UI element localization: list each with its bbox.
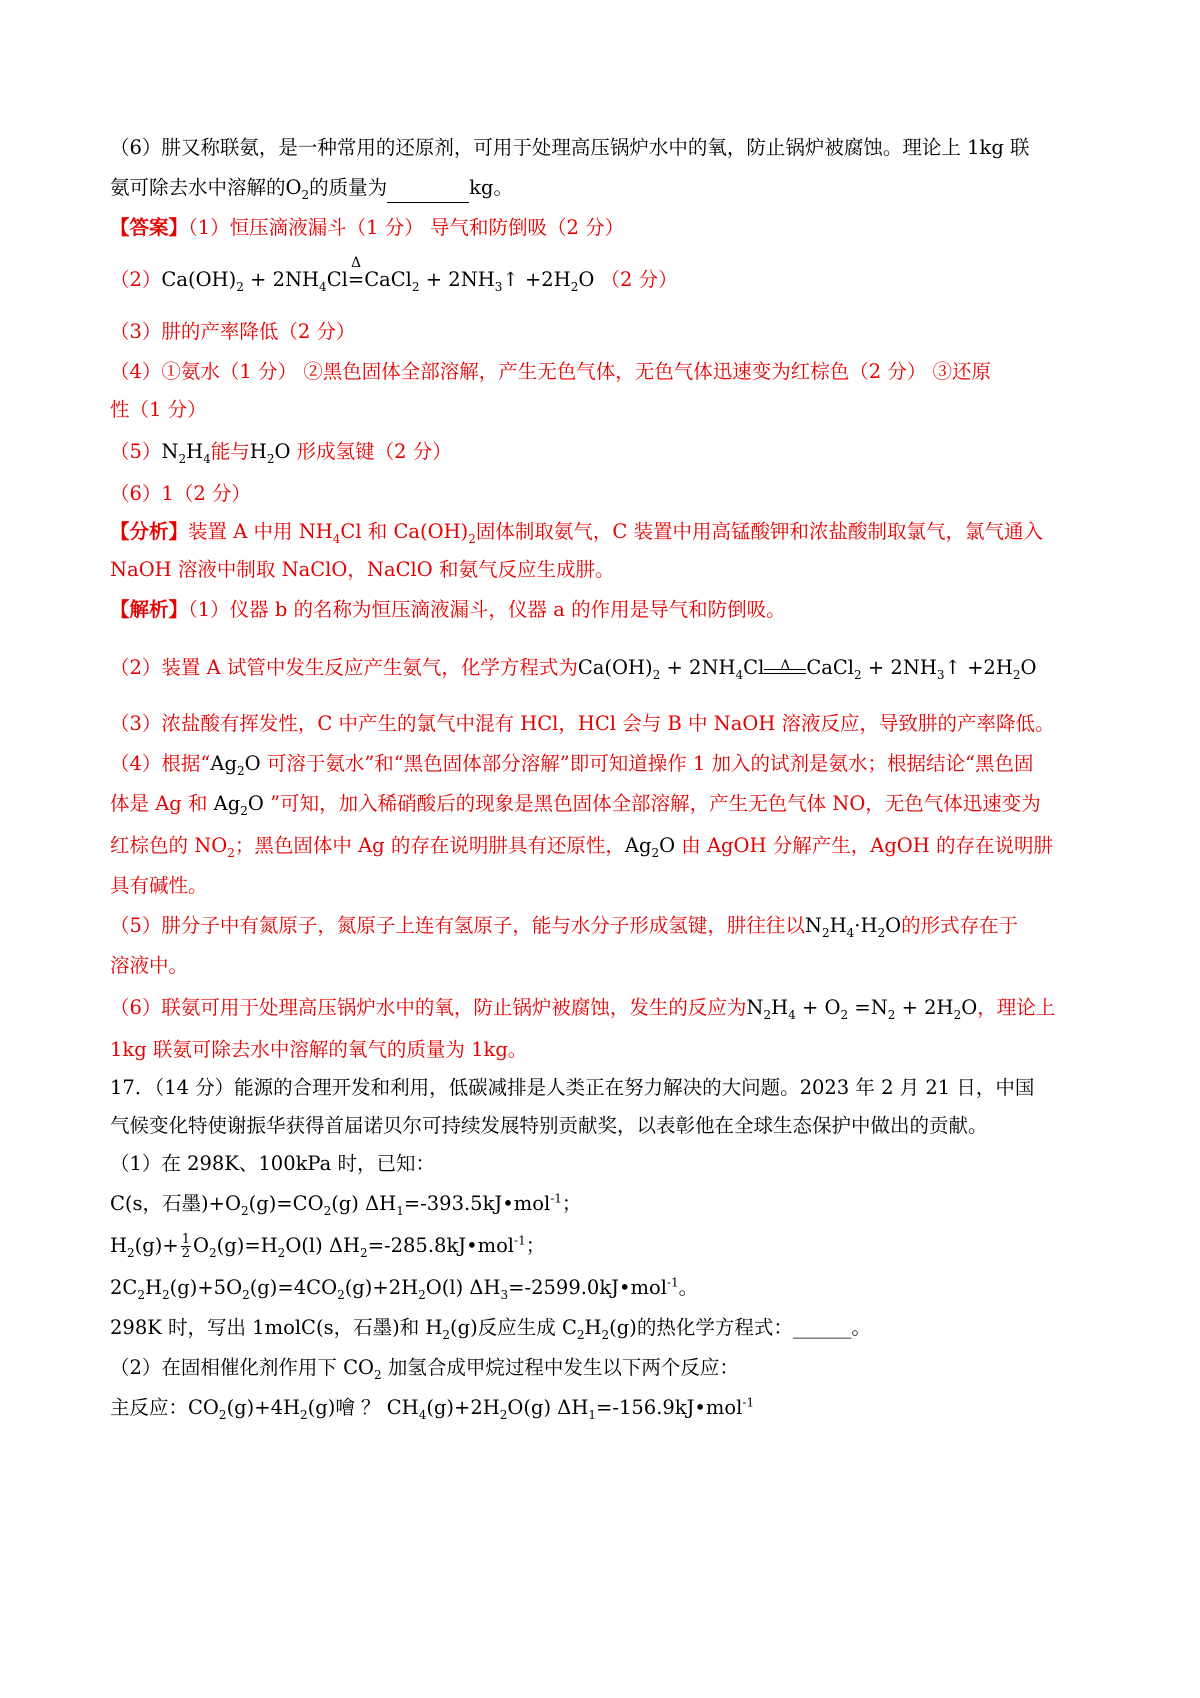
q16-part6-line2: 氨可除去水中溶解的$O_2$的质量为 kg。: [110, 176, 513, 202]
q17-part1-intro: （1）在 298K、100kPa 时，已知：: [110, 1152, 435, 1175]
explanation-6-line1: （6）联氨可用于处理高压锅炉水中的氧，防止锅炉被腐蚀，发生的反应为$N_2H_4 + O_2 =N_2 + 2H_2O$，理论上: [110, 996, 1056, 1022]
answer-3: （3）肼的产率降低（2 分）: [110, 320, 356, 343]
answer-4-line1: （4）①氨水（1 分） ②黑色固体全部溶解，产生无色气体，无色气体迅速变为红棕色（2 分） ③还原: [110, 360, 992, 383]
explanation-5-line2: 溶液中。: [110, 954, 189, 977]
explanation-4-line1: （4）根据“$Ag_2O$ 可溶于氨水”和“黑色固体部分溶解”即可知道操作 1 加入的试剂是氨水；根据结论“黑色固: [110, 752, 1034, 778]
answer-1: 【答案】（1）恒压滴液漏斗（1 分） 导气和防倒吸（2 分）: [110, 216, 625, 239]
explanation-4-line2: 体是 Ag 和 $Ag_2O$ ”可知，加入稀硝酸后的现象是黑色固体全部溶解，产生无色气体 NO，无色气体迅速变为: [110, 792, 1041, 818]
q17-equation-2: $H_2(g)+$ $\frac{1}{2}$ $O_2(g)=H_2O(l)$ $\Delta H_2=-285.8kJ•mol^{-1}$；: [110, 1232, 546, 1261]
explanation-3: （3）浓盐酸有挥发性，C 中产生的氯气中混有 HCl，HCl 会与 B 中 NaOH 溶液反应，导致肼的产率降低。: [110, 712, 1055, 735]
explanation-4-line4: 具有碱性。: [110, 874, 208, 897]
answer-4-line2: 性（1 分）: [110, 398, 207, 421]
q17-intro-line2: 气候变化特使谢振华获得首届诺贝尔可持续发展特别贡献奖，以表彰他在全球生态保护中做出的贡献。: [110, 1114, 988, 1137]
answer-5: $(5)N_2H_4$能与$H_2O$ 形成氢键（2 分）: [110, 440, 452, 466]
q16-part6-line1: （6）肼又称联氨，是一种常用的还原剂，可用于处理高压锅炉水中的氧，防止锅炉被腐蚀。理论上 1kg 联: [110, 136, 1030, 159]
q17-equation-3: $2C_2H_2(g)+5O_2(g)=4CO_2(g)+2H_2O(l)$ $\Delta H_3=-2599.0kJ•mol^{-1}$。: [110, 1275, 699, 1302]
analysis-line2: NaOH 溶液中制取 NaClO，NaClO 和氨气反应生成肼。: [110, 558, 615, 581]
answer-6: （6）1（2 分）: [110, 482, 251, 505]
explanation-4-line3: 红棕色的 $NO_2$；黑色固体中 Ag 的存在说明肼具有还原性，$Ag_2O$ 由 AgOH 分解产生，AgOH 的存在说明肼: [110, 834, 1053, 860]
q17-equation-1: C(s，石墨)$+O_2(g)=CO_2(g)$ $\Delta H_1=-393.5kJ•mol^{-1}$；: [110, 1191, 582, 1218]
explanation-label: 【解析】: [110, 598, 189, 621]
analysis-label: 【分析】: [110, 520, 189, 543]
q17-main-reaction: 主反应：$CO_2(g)+4H_2(g)$噲 ？ $CH_4(g)+2H_2O(g)$ $\Delta H_1=-156.9kJ•mol^{-1}$: [110, 1395, 755, 1422]
explanation-2: （2）装置 A 试管中发生反应产生氨气，化学方程式为$Ca(OH)_2 + 2NH_4Cl$ Δ CaCl$_2$ + $2NH_3↑ +2H_2O$: [110, 656, 1037, 682]
q17-question-1: 298K 时，写出 1molC(s，石墨)和 $H_2(g)$反应生成 $C_2H_2(g)$的热化学方程式：______。: [110, 1316, 871, 1342]
explanation-1: 【解析】（1）仪器 b 的名称为恒压滴液漏斗，仪器 a 的作用是导气和防倒吸。: [110, 598, 786, 621]
q17-part2-intro: （2）在固相催化剂作用下 $CO_2$ 加氢合成甲烷过程中发生以下两个反应：: [110, 1356, 739, 1382]
fraction-one-half: $\frac{1}{2}$: [181, 1232, 190, 1261]
analysis-line1: 【分析】装置 A 中用 $NH_4Cl$ 和 $Ca(OH)_2$固体制取氨气，C 装置中用高锰酸钾和浓盐酸制取氯气，氯气通入: [110, 520, 1043, 546]
q17-intro-line1: 17．（14 分）能源的合理开发和利用，低碳减排是人类正在努力解决的大问题。2023 年 2 月 21 日，中国: [110, 1076, 1035, 1099]
answer-label: 【答案】: [110, 216, 189, 239]
explanation-5-line1: （5）肼分子中有氮原子，氮原子上连有氢原子，能与水分子形成氢键，肼往往以$N_2H_4\cdot H_2O$的形式存在于: [110, 914, 1019, 940]
explanation-6-line2: 1kg 联氨可除去水中溶解的氧气的质量为 1kg。: [110, 1038, 528, 1061]
answer-2: $(2)Ca(OH)_2 + 2NH_4Cl$ Δ =CaCl$_2$ + $2NH_3↑ +2H_2O$ （2 分）: [110, 255, 678, 294]
